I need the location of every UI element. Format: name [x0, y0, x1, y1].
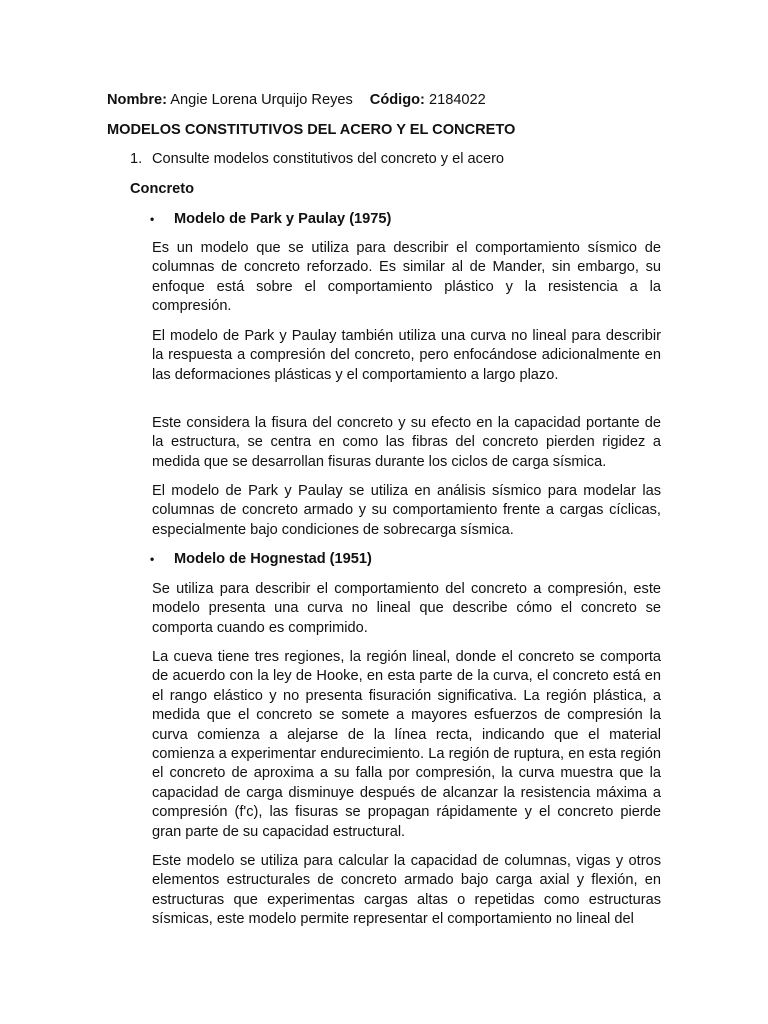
- header-line: [107, 91, 486, 110]
- code-label: Código:: [369, 92, 425, 108]
- paragraph: Es un modelo que se utiliza para describir el comportamiento sísmico de columnas de concreto reforzado. Es similar al de Mander, sin embargo, su enfoque está sobre el comportamiento plástico y la resistencia a la compresión.: [152, 240, 661, 315]
- bullet-icon: •: [150, 212, 155, 226]
- paragraph: El modelo de Park y Paulay también utiliza una curva no lineal para describir la respuesta a compresión del concreto, pero enfocándose adicionalmente en las deformaciones plásticas y el comportamiento a largo plazo.: [152, 328, 661, 383]
- section-title: Concreto: [130, 181, 195, 197]
- code-value: 2184022: [428, 92, 486, 108]
- paragraph: Se utiliza para describir el comportamiento del concreto a compresión, este modelo presenta una curva no lineal que describe cómo el concreto se comporta cuando es comprimido.: [152, 581, 661, 636]
- name-label: Nombre:: [107, 92, 167, 108]
- bullet-icon: •: [150, 552, 155, 566]
- question-item: [130, 150, 504, 169]
- question-number: 1.: [130, 151, 143, 167]
- question-text: Consulte modelos constitutivos del concreto y el acero: [152, 151, 505, 167]
- paragraph: La cueva tiene tres regiones, la región lineal, donde el concreto se comporta de acuerdo con la ley de Hooke, en esta parte de la curva, el concreto está en el rango elástico y no presenta fisuración significativa. La región plástica, a medida que el concreto se somete a mayores esfuerzos de compresión la curva comienza a alejarse de la línea recta, indicando que el material comienza a experimentar endurecimiento. La región de ruptura, en esta región el concreto de aproxima a su falla por compresión, la curva muestra que la capacidad de carga disminuye después de alcanzar la resistencia máxima a compresión (f'c), las fisuras se propagan rápidamente y el concreto pierde gran parte de su capacidad estructural.: [152, 649, 661, 840]
- paragraph: Este modelo se utiliza para calcular la capacidad de columnas, vigas y otros elementos estructurales de concreto armado bajo carga axial y flexión, en estructuras que experimentas cargas altas o repetidas como estructuras sísmicas, este modelo permite representar el comportamiento no lineal del: [152, 853, 661, 928]
- model-title: Modelo de Hognestad (1951): [174, 551, 372, 567]
- paragraph: El modelo de Park y Paulay se utiliza en análisis sísmico para modelar las columnas de concreto armado y su comportamiento frente a cargas cíclicas, especialmente bajo condiciones de sobrecarga sísmica.: [152, 483, 661, 538]
- paragraph: Este considera la fisura del concreto y su efecto en la capacidad portante de la estructura, se centra en como las fibras del concreto pierden rigidez a medida que se desarrollan fisuras durante los ciclos de carga sísmica.: [152, 415, 661, 470]
- model-title: Modelo de Park y Paulay (1975): [174, 211, 392, 227]
- document-title: MODELOS CONSTITUTIVOS DEL ACERO Y EL CONCRETO: [107, 122, 516, 138]
- name-value: Angie Lorena Urquijo Reyes: [170, 92, 353, 108]
